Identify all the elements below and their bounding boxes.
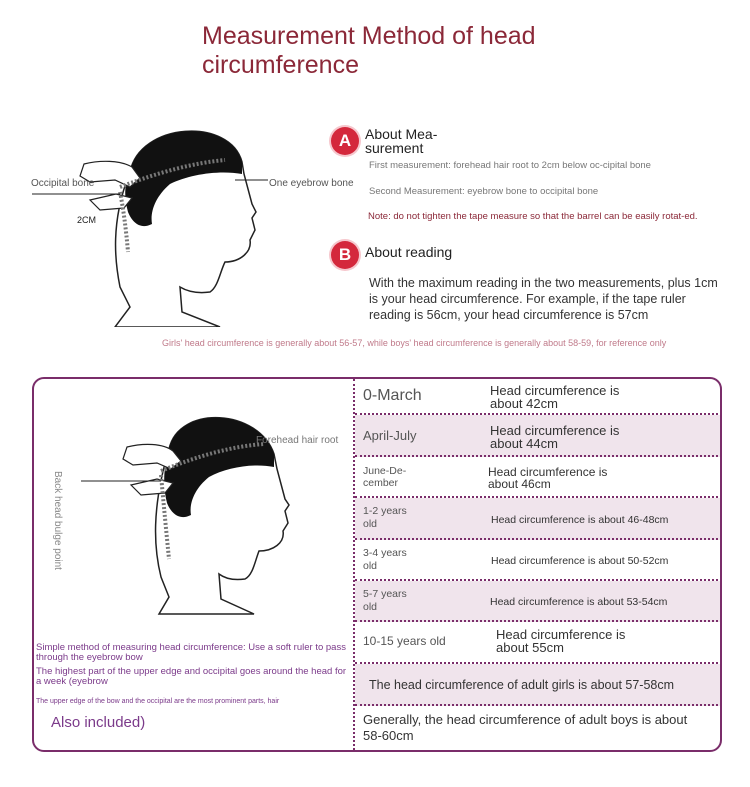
back-head-bulge-label: Back head bulge point: [52, 471, 63, 570]
age-cell: 10-15 years old: [363, 634, 446, 648]
value-cell: Head circumference is about 42cm: [490, 383, 620, 411]
simple-method-text: Simple method of measuring head circumference: Use a soft ruler to pass through the eyebrow bow: [36, 642, 346, 663]
table-row: [355, 581, 722, 622]
age-cell: 0-March: [363, 387, 422, 404]
occipital-bone-label: Occipital bone: [31, 178, 95, 189]
value-cell: Head circumference is about 50-52cm: [491, 555, 669, 567]
table-row: [355, 664, 722, 706]
table-row: [355, 415, 722, 457]
badge-a-icon: A: [331, 127, 359, 155]
forehead-hair-root-label: Forehead hair root: [256, 435, 339, 446]
head-measurement-illustration-top: [20, 112, 350, 327]
value-cell: Head circumference is about 53-54cm: [490, 596, 668, 608]
measuring-guide: [34, 379, 354, 750]
two-cm-label: 2CM: [77, 215, 97, 225]
age-cell: April-July: [363, 428, 417, 443]
first-measurement-text: First measurement: forehead hair root to 2cm below oc-cipital bone: [369, 160, 651, 171]
also-included-text: Also included): [51, 714, 146, 731]
table-row: [355, 457, 722, 498]
value-cell: Head circumference is about 55cm: [496, 627, 626, 655]
badge-b-icon: B: [331, 241, 359, 269]
age-cell: June-De-cember: [363, 465, 407, 489]
table-row: [355, 498, 722, 540]
upper-edge-text: The upper edge of the bow and the occipital are the most prominent parts, hair: [36, 698, 280, 705]
reading-text: With the maximum reading in the two measurements, plus 1cm is your head circumference. For example, if the tape ruler reading is 56cm, your head circumference is 57cm: [369, 276, 718, 322]
value-cell: Head circumference is about 44cm: [490, 423, 620, 451]
size-chart-panel: [32, 377, 722, 752]
age-cell: 1-2 years old: [363, 505, 407, 530]
second-measurement-text: Second Measurement: eyebrow bone to occipital bone: [369, 186, 599, 197]
value-cell: Generally, the head circumference of adult boys is about 58-60cm: [363, 712, 688, 743]
value-cell: Head circumference is about 46-48cm: [491, 514, 669, 526]
table-row: [355, 379, 722, 415]
age-cell: 3-4 years old: [363, 547, 407, 572]
table-row: [355, 622, 722, 664]
about-reading-heading: About reading: [365, 244, 453, 260]
value-cell: The head circumference of adult girls is about 57-58cm: [369, 678, 675, 692]
highest-part-text: The highest part of the upper edge and occipital goes around the head for a week (eyebrow: [36, 666, 347, 687]
table-row: [355, 540, 722, 581]
page-title: Measurement Method of head circumference: [202, 22, 536, 79]
age-cell: 5-7 years old: [363, 588, 407, 613]
tape-note: Note: do not tighten the tape measure so that the barrel can be easily rotat-ed.: [368, 211, 698, 222]
value-cell: Head circumference is about 46cm: [488, 465, 608, 491]
head-size-table: [355, 379, 722, 750]
about-measurement-heading: About Mea-surement: [365, 126, 438, 156]
table-row: [355, 706, 722, 750]
reference-note: Girls' head circumference is generally about 56-57, while boys' head circumference is generally about 58-59, for reference only: [162, 338, 667, 348]
eyebrow-bone-label: One eyebrow bone: [269, 178, 354, 189]
